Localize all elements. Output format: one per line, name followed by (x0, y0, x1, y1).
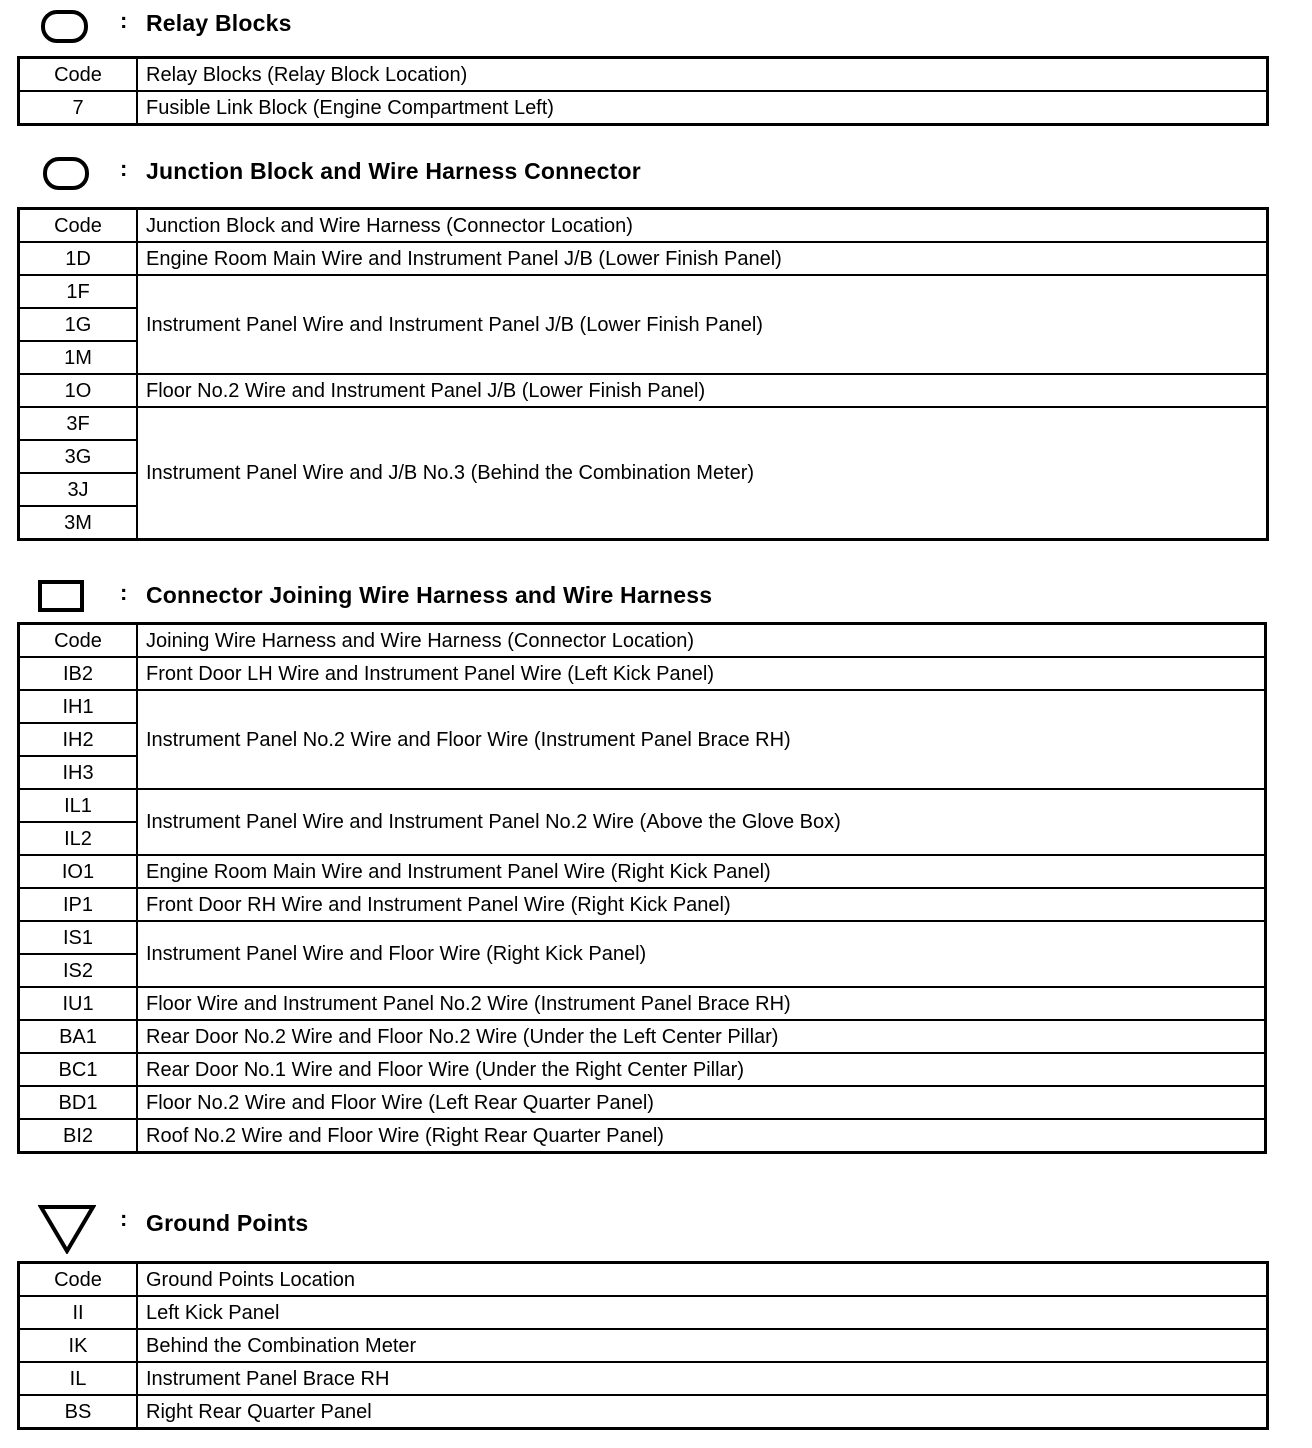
code-cell: 3G (19, 440, 138, 473)
description-cell: Behind the Combination Meter (137, 1329, 1268, 1362)
code-cell: BA1 (19, 1020, 138, 1053)
table-row (19, 91, 1268, 125)
table-row (19, 888, 1266, 921)
heading-colon: : (120, 580, 128, 605)
table-row (19, 1296, 1268, 1329)
table-body (19, 1263, 1268, 1429)
section-heading-connector-joining (0, 576, 1312, 620)
description-cell: Left Kick Panel (137, 1296, 1268, 1329)
description-cell: Floor No.2 Wire and Instrument Panel J/B (Lower Finish Panel) (137, 374, 1268, 407)
table-row (19, 1362, 1268, 1395)
code-cell: 1O (19, 374, 138, 407)
code-cell: IS1 (19, 921, 138, 954)
ground-points-table (17, 1261, 1269, 1430)
description-cell: Engine Room Main Wire and Instrument Panel J/B (Lower Finish Panel) (137, 242, 1268, 275)
code-cell: 7 (19, 91, 138, 125)
header-code-cell: Code (19, 58, 138, 92)
description-cell: Instrument Panel Wire and Instrument Panel J/B (Lower Finish Panel) (137, 275, 1268, 374)
code-cell: IH2 (19, 723, 138, 756)
header-description-cell: Ground Points Location (137, 1263, 1268, 1297)
code-cell: 1F (19, 275, 138, 308)
code-cell: IH3 (19, 756, 138, 789)
code-cell: BC1 (19, 1053, 138, 1086)
code-cell: 1D (19, 242, 138, 275)
description-cell: Right Rear Quarter Panel (137, 1395, 1268, 1429)
description-cell: Instrument Panel Brace RH (137, 1362, 1268, 1395)
table-header-row (19, 58, 1268, 92)
table-row (19, 1329, 1268, 1362)
table-row (19, 789, 1266, 822)
table-header-row (19, 209, 1268, 243)
code-cell: IL1 (19, 789, 138, 822)
table-row (19, 1395, 1268, 1429)
table-row (19, 407, 1268, 440)
section-heading-ground-points (0, 1202, 1312, 1246)
table-body (19, 209, 1268, 540)
description-cell: Floor No.2 Wire and Floor Wire (Left Rear Quarter Panel) (137, 1086, 1266, 1119)
heading-colon: : (120, 1206, 128, 1231)
code-cell: IP1 (19, 888, 138, 921)
description-cell: Instrument Panel Wire and Floor Wire (Right Kick Panel) (137, 921, 1266, 987)
section-heading-relay-blocks (0, 4, 1312, 48)
description-cell: Instrument Panel No.2 Wire and Floor Wire (Instrument Panel Brace RH) (137, 690, 1266, 789)
code-cell: IO1 (19, 855, 138, 888)
description-cell: Engine Room Main Wire and Instrument Panel Wire (Right Kick Panel) (137, 855, 1266, 888)
table-row (19, 657, 1266, 690)
table-row (19, 1020, 1266, 1053)
table-row (19, 987, 1266, 1020)
code-cell: 3F (19, 407, 138, 440)
table-row (19, 275, 1268, 308)
code-cell: IH1 (19, 690, 138, 723)
junction-block-table (17, 207, 1269, 541)
table-row (19, 374, 1268, 407)
triangle-down-icon (38, 1204, 96, 1254)
section-title: Junction Block and Wire Harness Connector (146, 158, 641, 184)
header-code-cell: Code (19, 624, 138, 658)
rounded-rectangle-icon (41, 10, 88, 43)
relay-blocks-table (17, 56, 1269, 126)
code-cell: II (19, 1296, 138, 1329)
code-cell: 1G (19, 308, 138, 341)
description-cell: Fusible Link Block (Engine Compartment Left) (137, 91, 1268, 125)
description-cell: Rear Door No.2 Wire and Floor No.2 Wire (Under the Left Center Pillar) (137, 1020, 1266, 1053)
table-row (19, 855, 1266, 888)
code-cell: IS2 (19, 954, 138, 987)
table-row (19, 1119, 1266, 1153)
heading-colon: : (120, 156, 128, 181)
section-title: Relay Blocks (146, 10, 292, 36)
code-cell: IK (19, 1329, 138, 1362)
code-cell: IB2 (19, 657, 138, 690)
section-title: Connector Joining Wire Harness and Wire Harness (146, 582, 713, 608)
header-description-cell: Relay Blocks (Relay Block Location) (137, 58, 1268, 92)
table-row (19, 1086, 1266, 1119)
table-body (19, 58, 1268, 125)
description-cell: Rear Door No.1 Wire and Floor Wire (Under the Right Center Pillar) (137, 1053, 1266, 1086)
table-body (19, 624, 1266, 1153)
description-cell: Front Door LH Wire and Instrument Panel Wire (Left Kick Panel) (137, 657, 1266, 690)
code-cell: 3M (19, 506, 138, 540)
table-row (19, 242, 1268, 275)
table-row (19, 1053, 1266, 1086)
table-header-row (19, 1263, 1268, 1297)
header-description-cell: Joining Wire Harness and Wire Harness (Connector Location) (137, 624, 1266, 658)
heading-colon: : (120, 8, 128, 33)
code-cell: BS (19, 1395, 138, 1429)
code-cell: 3J (19, 473, 138, 506)
code-cell: BI2 (19, 1119, 138, 1153)
table-row (19, 921, 1266, 954)
section-heading-junction-block (0, 152, 1312, 196)
rectangle-icon (38, 580, 84, 612)
description-cell: Instrument Panel Wire and Instrument Panel No.2 Wire (Above the Glove Box) (137, 789, 1266, 855)
rounded-rectangle-icon (43, 157, 89, 190)
code-cell: IL2 (19, 822, 138, 855)
code-cell: 1M (19, 341, 138, 374)
code-cell: IL (19, 1362, 138, 1395)
table-row (19, 690, 1266, 723)
description-cell: Floor Wire and Instrument Panel No.2 Wire (Instrument Panel Brace RH) (137, 987, 1266, 1020)
header-description-cell: Junction Block and Wire Harness (Connector Location) (137, 209, 1268, 243)
header-code-cell: Code (19, 209, 138, 243)
table-header-row (19, 624, 1266, 658)
code-cell: IU1 (19, 987, 138, 1020)
connector-joining-table (17, 622, 1267, 1154)
code-cell: BD1 (19, 1086, 138, 1119)
description-cell: Front Door RH Wire and Instrument Panel Wire (Right Kick Panel) (137, 888, 1266, 921)
description-cell: Roof No.2 Wire and Floor Wire (Right Rear Quarter Panel) (137, 1119, 1266, 1153)
description-cell: Instrument Panel Wire and J/B No.3 (Behind the Combination Meter) (137, 407, 1268, 540)
section-title: Ground Points (146, 1210, 309, 1236)
header-code-cell: Code (19, 1263, 138, 1297)
